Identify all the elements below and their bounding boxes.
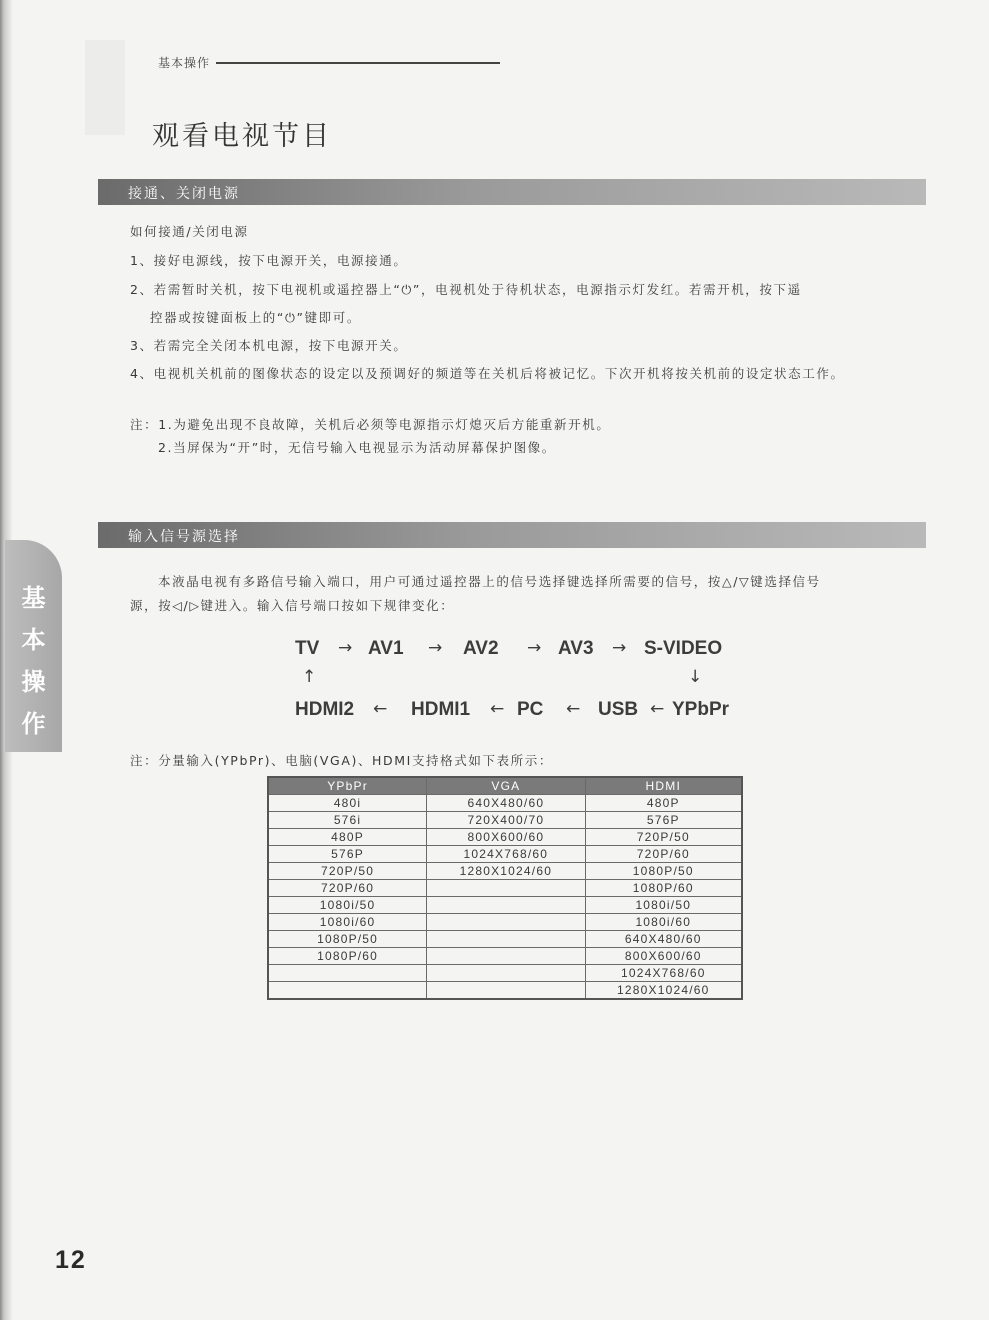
table-header-row: [268, 777, 742, 795]
flow-node-usb: USB: [598, 699, 639, 720]
table-cell: 1024X768/60: [585, 965, 742, 982]
table-cell: 720P/50: [585, 829, 742, 846]
table-cell: 1080i/60: [585, 914, 742, 931]
table-cell: 1080i/50: [585, 897, 742, 914]
table-row: [268, 982, 742, 1000]
table-cell: [427, 897, 585, 914]
table-cell: 1080P/50: [268, 931, 427, 948]
table-cell: 576P: [585, 812, 742, 829]
table-cell: 480i: [268, 795, 427, 812]
flow-node-av1: AV1: [368, 638, 404, 659]
table-row: [268, 829, 742, 846]
flow-node-svideo: S-VIDEO: [644, 638, 723, 659]
section-heading-label: 接通、关闭电源: [128, 186, 240, 202]
table-row: [268, 948, 742, 965]
flow-right-arrow: →: [612, 638, 627, 658]
table-cell: 1280X1024/60: [585, 982, 742, 1000]
table-cell: 640X480/60: [427, 795, 585, 812]
flow-node-hdmi1: HDMI1: [411, 699, 471, 720]
table-row: [268, 897, 742, 914]
table-cell: 1280X1024/60: [427, 863, 585, 880]
input-para-1: 本液晶电视有多路信号输入端口，用户可通过遥控器上的信号选择键选择所需要的信号，按△/▽键选择信号: [158, 574, 821, 589]
table-cell: 1080P/50: [585, 863, 742, 880]
flow-right-arrow: →: [527, 638, 542, 658]
section-heading-label: 输入信号源选择: [128, 529, 240, 545]
flow-node-ypbpr: YPbPr: [672, 699, 730, 720]
flow-left-arrow: ←: [490, 699, 505, 719]
flow-node-hdmi2: HDMI2: [295, 699, 355, 720]
power-step-4: 4、电视机关机前的图像状态的设定以及预调好的频道等在关机后将被记忆。下次开机将按关机前的设定状态工作。: [130, 366, 845, 381]
decorative-corner: [85, 40, 125, 135]
side-tab-char: 本: [21, 626, 46, 654]
table-cell: 1080P/60: [268, 948, 427, 965]
table-row: [268, 795, 742, 812]
table-row: [268, 812, 742, 829]
table-row: [268, 931, 742, 948]
page-title: 观看电视节目: [152, 121, 332, 152]
power-intro: 如何接通/关闭电源: [130, 224, 249, 239]
input-para-2: 源，按◁/▷键进入。输入信号端口按如下规律变化：: [130, 598, 455, 613]
side-tab-char: 操: [21, 668, 46, 696]
table-cell: [427, 880, 585, 897]
table-cell: [427, 914, 585, 931]
table-row: [268, 914, 742, 931]
table-cell: 576P: [268, 846, 427, 863]
table-cell: 1080P/60: [585, 880, 742, 897]
flow-node-tv: TV: [295, 638, 320, 659]
table-cell: 576i: [268, 812, 427, 829]
running-head: 基本操作: [158, 56, 211, 70]
format-table: [267, 776, 743, 1000]
flow-right-arrow: →: [338, 638, 353, 658]
power-note-1: 注：1.为避免出现不良故障，关机后必须等电源指示灯熄灭后方能重新开机。: [130, 417, 611, 432]
section-heading-input: [98, 522, 926, 548]
table-cell: 800X600/60: [427, 829, 585, 846]
table-cell: [427, 948, 585, 965]
power-step-1: 1、接好电源线，按下电源开关，电源接通。: [130, 253, 408, 268]
table-cell: 1080i/50: [268, 897, 427, 914]
format-table-note: 注：分量输入(YPbPr)、电脑(VGA)、HDMI支持格式如下表所示：: [130, 753, 553, 768]
table-cell: 480P: [268, 829, 427, 846]
power-step-2: 2、若需暂时关机，按下电视机或遥控器上“⏻”，电视机处于待机状态，电源指示灯发红。若需开机，按下遥: [130, 282, 802, 297]
side-tab-char: 作: [21, 710, 46, 738]
flow-left-arrow: ←: [373, 699, 388, 719]
table-cell: 800X600/60: [585, 948, 742, 965]
section-heading-power: [98, 179, 926, 205]
flow-node-av3: AV3: [558, 638, 594, 659]
table-row: [268, 880, 742, 897]
table-cell: 640X480/60: [585, 931, 742, 948]
column-header-hdmi: HDMI: [585, 777, 742, 795]
table-cell: [268, 982, 427, 1000]
header-rule: [216, 62, 500, 64]
table-cell: [427, 931, 585, 948]
flow-down-arrow: ↓: [688, 667, 703, 687]
table-row: [268, 965, 742, 982]
power-note-2: 2.当屏保为“开”时，无信号输入电视显示为活动屏幕保护图像。: [158, 440, 556, 455]
table-cell: [427, 982, 585, 1000]
column-header-vga: VGA: [427, 777, 585, 795]
table-cell: [427, 965, 585, 982]
table-cell: 720P/60: [585, 846, 742, 863]
table-cell: 720P/60: [268, 880, 427, 897]
flow-node-pc: PC: [517, 699, 544, 720]
table-cell: 720X400/70: [427, 812, 585, 829]
table-row: [268, 863, 742, 880]
power-step-3: 3、若需完全关闭本机电源，按下电源开关。: [130, 338, 408, 353]
column-header-ypbpr: YPbPr: [268, 777, 427, 795]
flow-node-av2: AV2: [463, 638, 499, 659]
chapter-side-tab: [5, 540, 62, 752]
table-cell: 480P: [585, 795, 742, 812]
side-tab-char: 基: [21, 584, 46, 612]
power-step-2-cont: 控器或按键面板上的“⏻”键即可。: [150, 310, 361, 325]
flow-up-arrow: ↑: [302, 667, 317, 687]
flow-right-arrow: →: [428, 638, 443, 658]
table-cell: 1080i/60: [268, 914, 427, 931]
flow-left-arrow: ←: [650, 699, 665, 719]
table-cell: 1024X768/60: [427, 846, 585, 863]
flow-left-arrow: ←: [566, 699, 581, 719]
table-row: [268, 846, 742, 863]
page-number: 12: [55, 1246, 87, 1274]
table-cell: [268, 965, 427, 982]
table-cell: 720P/50: [268, 863, 427, 880]
